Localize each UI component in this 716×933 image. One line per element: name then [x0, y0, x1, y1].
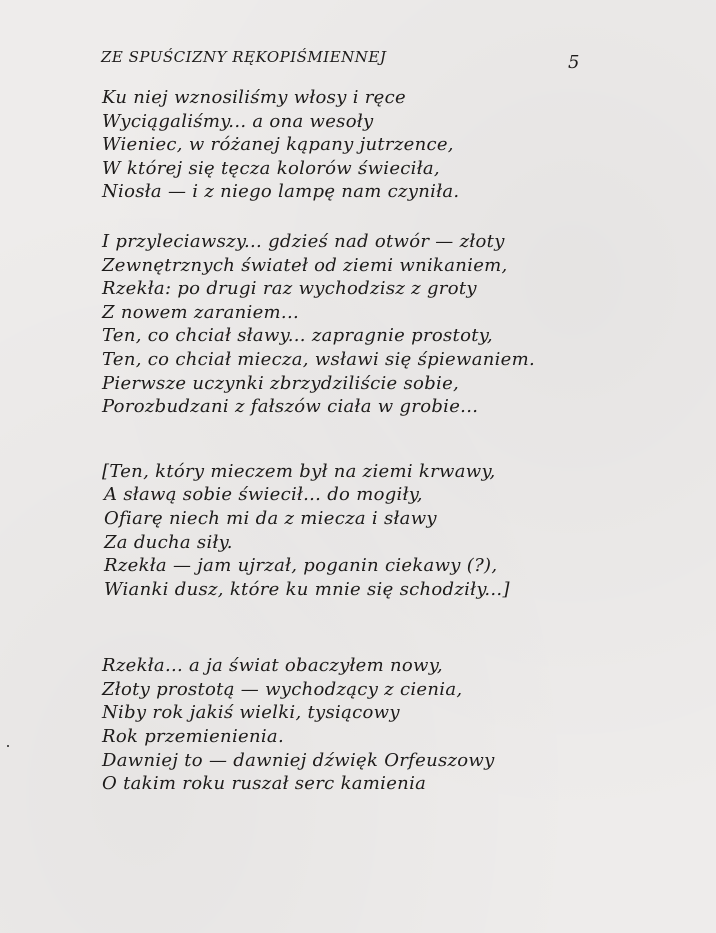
verse-line: A sławą sobie świecił... do mogiły,	[104, 484, 423, 506]
stanza	[102, 460, 662, 602]
verse-line: Wyciągaliśmy... a ona wesoły	[102, 110, 374, 132]
stanza	[102, 230, 662, 419]
verse-line: Porozbudzani z fałszów ciała w grobie...	[102, 396, 479, 418]
verse-line: Ten, co chciał sławy... zapragnie prostoty,	[102, 325, 493, 347]
verse-line: Dawniej to — dawniej dźwięk Orfeuszowy	[102, 749, 495, 771]
verse-line: Zewnętrznych świateł od ziemi wnikaniem,	[102, 254, 508, 276]
verse-line: W której się tęcza kolorów świeciła,	[102, 157, 440, 179]
verse-line: [Ten, który mieczem był na ziemi krwawy,	[102, 460, 496, 482]
verse-line: Rok przemienienia.	[102, 726, 284, 748]
poem	[102, 86, 662, 796]
verse-line: Złoty prostotą — wychodzący z cienia,	[102, 678, 463, 700]
verse-line: Ku niej wznosiliśmy włosy i ręce	[102, 87, 406, 108]
verse-line: Ofiarę niech mi da z miecza i sławy	[104, 507, 437, 529]
paper-speck	[7, 745, 9, 747]
stanza	[102, 654, 662, 796]
verse-line: Niby rok jakiś wielki, tysiącowy	[102, 702, 400, 724]
verse-line: Za ducha siły.	[104, 531, 233, 553]
verse-line: I przyleciawszy... gdzieś nad otwór — złoty	[102, 230, 505, 252]
verse-line: Wianki dusz, które ku mnie się schodziły...]	[104, 578, 510, 600]
verse-line: Pierwsze uczynki zbrzydziliście sobie,	[102, 372, 460, 394]
verse-line: Rzekła... a ja świat obaczyłem nowy,	[102, 655, 443, 677]
verse-line: O takim roku ruszał serc kamienia	[102, 773, 427, 795]
verse-line: Rzekła — jam ujrzał, poganin ciekawy (?),	[104, 555, 498, 577]
stanza	[102, 86, 662, 204]
verse-line: Rzekła: po drugi raz wychodzisz z groty	[102, 278, 477, 300]
verse-line: Niosła — i z niego lampę nam czyniła.	[102, 181, 460, 203]
verse-line: Z nowem zaraniem...	[102, 301, 299, 323]
page-number: 5	[568, 52, 580, 73]
verse-line: Ten, co chciał miecza, wsławi się śpiewaniem.	[102, 348, 536, 370]
verse-line: Wieniec, w różanej kąpany jutrzence,	[102, 134, 454, 156]
running-head: ZE SPUŚCIZNY RĘKOPIŚMIENNEJ	[101, 48, 387, 66]
